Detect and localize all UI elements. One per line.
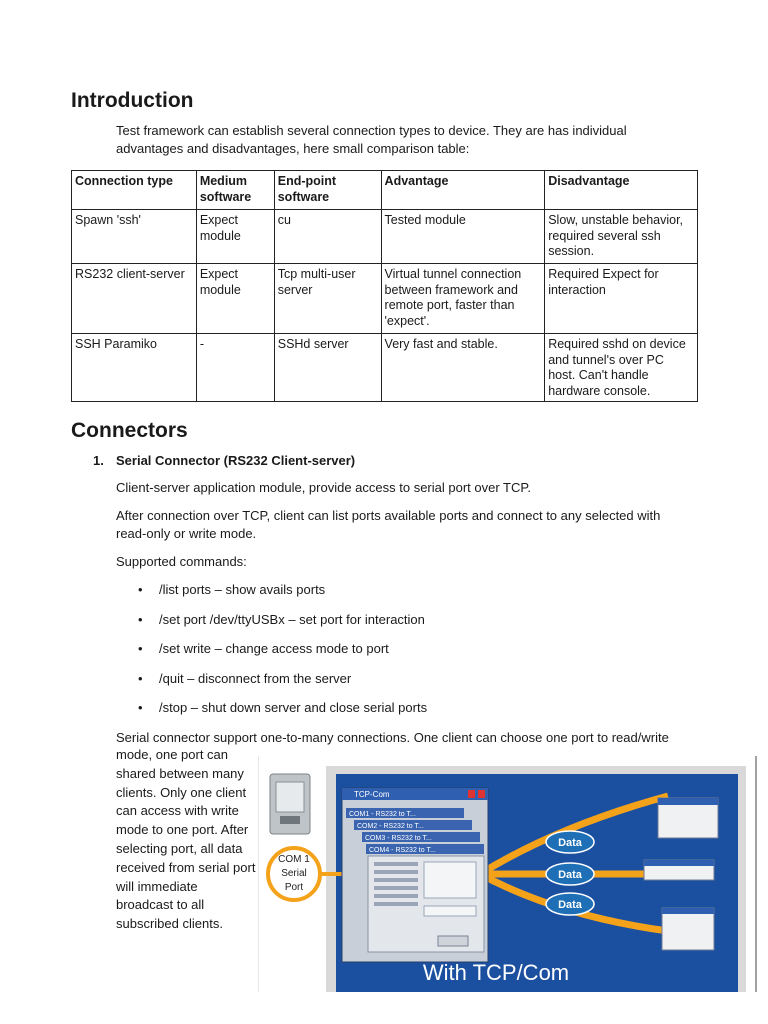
bullet: • [138, 641, 143, 656]
port-label-3: Port [284, 882, 304, 893]
window-title: TCP-Com [354, 790, 390, 799]
paragraph-4-wrapped: mode, one port can shared between many clients. Only one client can access with write mode to one port. After selecting port, all data received from serial port will immediate broadcast to all subscribed clients. [116, 747, 256, 932]
intro-paragraph: Test framework can establish several connection types to device. They are has individual advantages and disadvantages, here small comparison table: [116, 123, 627, 156]
window-tab-1: COM1 - RS232 to T... [349, 811, 416, 818]
client-window [662, 908, 714, 950]
serial-device-icon [270, 774, 310, 834]
data-label: Data [558, 899, 582, 911]
command-text: /set port /dev/ttyUSBx – set port for interaction [159, 612, 425, 627]
paragraph-4-line1: Serial connector support one-to-many connections. One client can choose one port to read/write [116, 730, 669, 745]
cell: Required sshd on device and tunnel's over PC host. Can't handle hardware console. [545, 334, 698, 402]
cell: Virtual tunnel connection between framework and remote port, faster than 'expect'. [381, 264, 545, 334]
data-bubble [546, 863, 594, 885]
cell: cu [274, 210, 381, 264]
figure-banner: With TCP/Com [422, 960, 570, 985]
data-label: Data [558, 837, 582, 849]
paragraph-2: After connection over TCP, client can list ports available ports and connect to any selected with read-only or write mode. [116, 508, 661, 541]
table-row [72, 264, 698, 334]
cell: SSH Paramiko [72, 334, 197, 402]
bullet: • [138, 582, 143, 597]
tcp-com-illustration [258, 756, 758, 992]
table-row [72, 210, 698, 264]
tcp-com-window [342, 788, 488, 962]
cell: - [196, 334, 274, 402]
window-tab-4: COM4 - RS232 to T... [369, 847, 436, 854]
header-advantage: Advantage [381, 171, 545, 210]
bullet: • [138, 612, 143, 627]
client-window [644, 860, 714, 880]
cell: Spawn 'ssh' [72, 210, 197, 264]
cell: Tcp multi-user server [274, 264, 381, 334]
client-window [658, 798, 718, 838]
cell: SSHd server [274, 334, 381, 402]
port-label-2: Serial [281, 868, 307, 879]
paragraph-3: Supported commands: [116, 554, 247, 569]
cell: Tested module [381, 210, 545, 264]
cell: RS232 client-server [72, 264, 197, 334]
cell: Expect module [196, 210, 274, 264]
list-number: 1. [93, 453, 104, 468]
window-tab-2: COM2 - RS232 to T... [357, 823, 424, 830]
connectors-heading: Connectors [71, 419, 188, 442]
header-end-point-software: End-point software [274, 171, 381, 210]
data-bubble [546, 831, 594, 853]
data-bubble [546, 893, 594, 915]
cell: Required Expect for interaction [545, 264, 698, 334]
port-label-1: COM 1 [278, 854, 310, 865]
tcp-com-figure [258, 756, 758, 992]
table-row [72, 334, 698, 402]
intro-heading: Introduction [71, 89, 194, 112]
command-text: /list ports – show avails ports [159, 582, 326, 597]
comparison-table [71, 170, 698, 402]
data-label: Data [558, 869, 582, 881]
header-medium-software: Medium software [196, 171, 274, 210]
serial-connector-title: Serial Connector (RS232 Client-server) [116, 453, 356, 468]
bullet: • [138, 671, 143, 686]
table-header-row [72, 171, 698, 210]
header-disadvantage: Disadvantage [545, 171, 698, 210]
command-text: /set write – change access mode to port [159, 641, 389, 656]
bullet: • [138, 700, 143, 715]
window-tab-3: COM3 - RS232 to T... [365, 835, 432, 842]
command-text: /stop – shut down server and close serial ports [159, 700, 428, 715]
header-connection-type: Connection type [72, 171, 197, 210]
paragraph-1: Client-server application module, provide access to serial port over TCP. [116, 480, 531, 495]
cell: Expect module [196, 264, 274, 334]
cell: Very fast and stable. [381, 334, 545, 402]
cell: Slow, unstable behavior, required several ssh session. [545, 210, 698, 264]
command-text: /quit – disconnect from the server [159, 671, 352, 686]
